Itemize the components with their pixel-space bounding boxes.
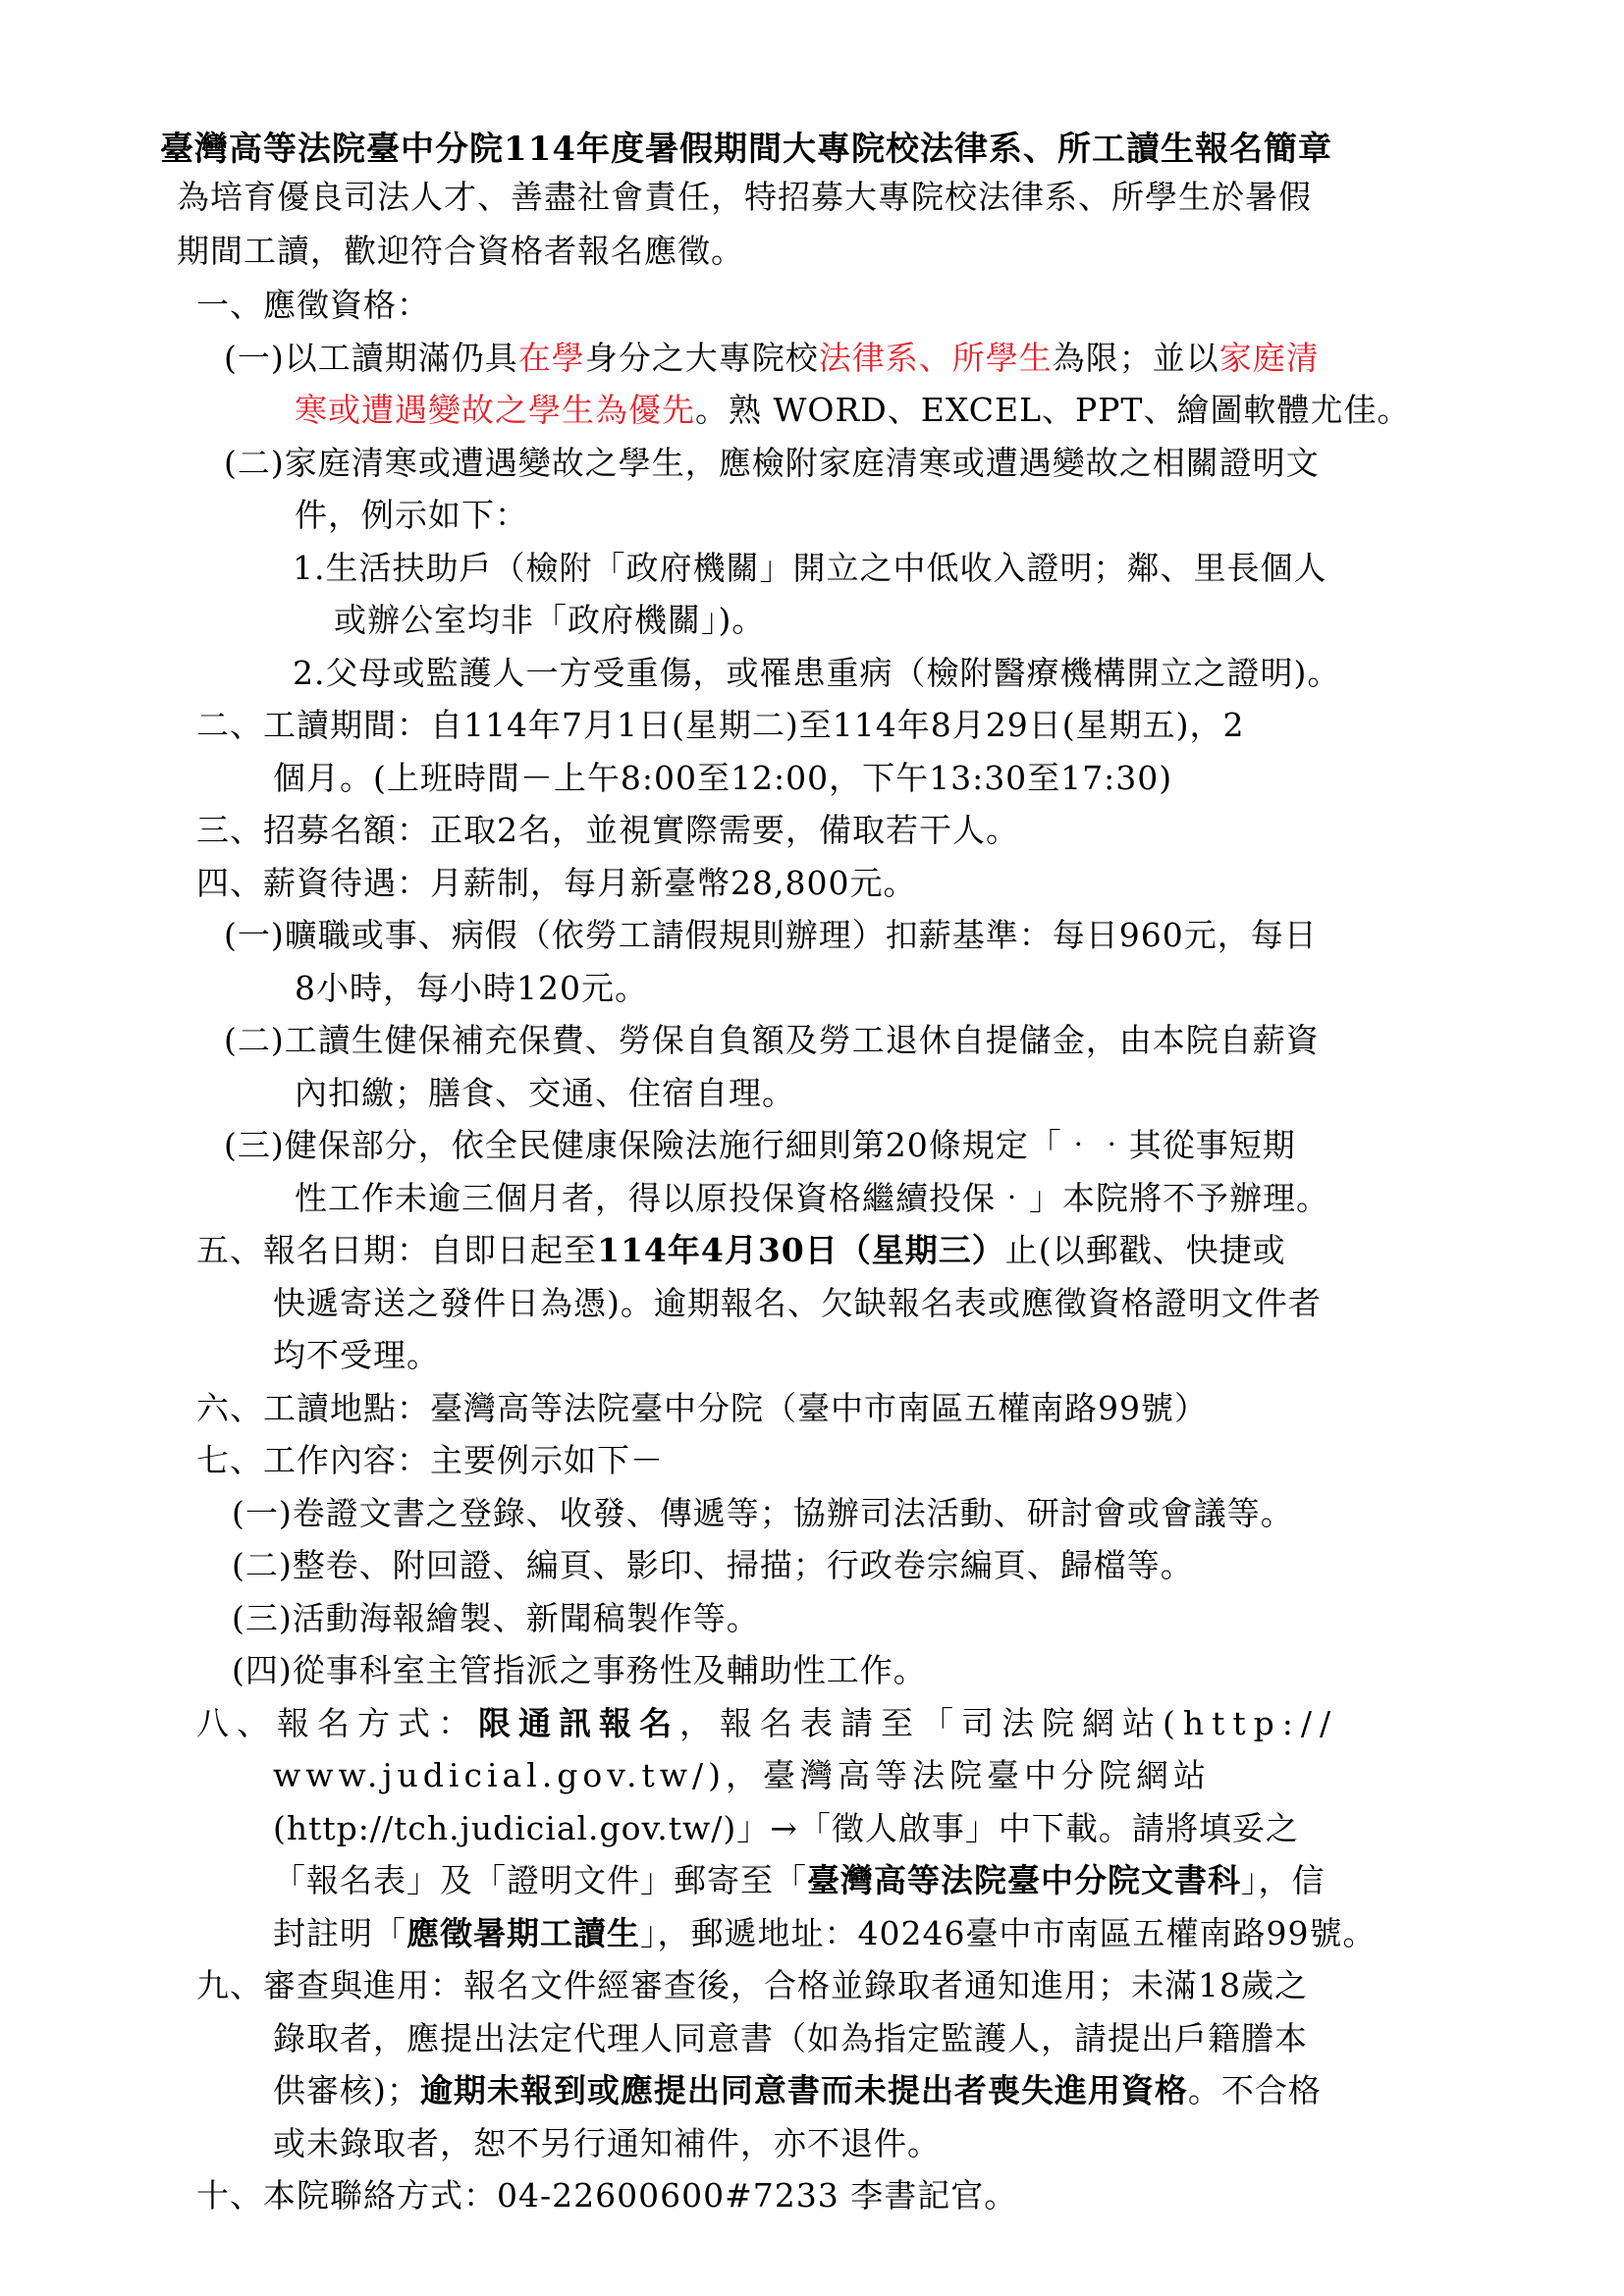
s1-item1-text-d: 。熟 WORD、EXCEL、PPT、繪圖軟體尤佳。 [695, 391, 1411, 429]
s9-forfeit-warning: 逾期未報到或應提出同意書而未提出者喪失進用資格 [419, 2071, 1188, 2109]
s1-item1-red-priority-a: 家庭清 [1218, 339, 1320, 377]
section-1-item-1-line-2 [295, 391, 1410, 430]
section-1-item-2-line-2: 件，例示如下： [295, 496, 528, 534]
s8-l5-text-a: 封註明「 [273, 1914, 406, 1952]
section-1-sub-2: 2.父母或監護人一方受重傷，或罹患重病（檢附醫療機構開立之證明)。 [293, 654, 1341, 692]
s9-text-b: 。不合格 [1187, 2071, 1322, 2109]
s8-mail-only: 限通訊報名 [478, 1704, 679, 1742]
section-6: 六、工讀地點：臺灣高等法院臺中分院（臺中市南區五權南路99號） [196, 1389, 1208, 1427]
section-9-line-1: 九、審查與進用：報名文件經審查後，合格並錄取者通知進用；未滿18歲之 [196, 1966, 1308, 2004]
s1-item1-text-a: (一)以工讀期滿仍具 [224, 339, 518, 377]
s1-item1-red-law-students: 法律系、所學生 [818, 339, 1053, 377]
section-4-item-2-line-2: 內扣繳；膳食、交通、住宿自理。 [295, 1074, 795, 1112]
section-10-contact: 十、本院聯絡方式：04-22600600#7233 李書記官。 [196, 2176, 1018, 2215]
section-8-line-3: (http://tch.judicial.gov.tw/)」→「徵人啟事」中下載。請將填妥之 [273, 1809, 1299, 1847]
section-9-line-3 [273, 2071, 1322, 2110]
section-5-line-2: 快遞寄送之發件日為憑)。逾期報名、欠缺報名表或應徵資格證明文件者 [273, 1284, 1322, 1322]
intro-line-2: 期間工讀，歡迎符合資格者報名應徵。 [177, 232, 744, 270]
section-4-item-3-line-1: (三)健保部分，依全民健康保險法施行細則第20條規定「‧‧其從事短期 [224, 1126, 1296, 1164]
section-9-line-2: 錄取者，應提出法定代理人同意書（如為指定監護人，請提出戶籍謄本 [273, 2019, 1308, 2057]
s1-item1-red-in-school: 在學 [517, 339, 585, 377]
section-1-heading: 一、應徵資格： [196, 286, 430, 324]
section-1-item-1-line-1 [224, 339, 1320, 378]
s5-text-b: 止(以郵戳、快捷或 [1004, 1231, 1286, 1269]
section-8-line-5 [273, 1914, 1376, 1953]
section-4-heading: 四、薪資待遇：月薪制，每月新臺幣28,800元。 [196, 864, 917, 902]
section-5-line-1 [196, 1231, 1286, 1270]
section-2-line-1: 二、工讀期間：自114年7月1日(星期二)至114年8月29日(星期五)，2 [196, 706, 1245, 744]
s8-text-a: 八、報名方式： [196, 1704, 478, 1742]
s1-item1-text-c: 為限；並以 [1052, 339, 1219, 377]
intro-line-1: 為培育優良司法人才、善盡社會責任，特招募大專院校法律系、所學生於暑假 [177, 178, 1312, 216]
section-1-item-2-line-1: (二)家庭清寒或遭遇變故之學生，應檢附家庭清寒或遭遇變故之相關證明文 [224, 444, 1320, 482]
s5-deadline: 114年4月30日（星期三） [597, 1231, 1005, 1269]
section-8-line-4 [273, 1861, 1326, 1900]
section-4-item-3-line-2: 性工作未逾三個月者，得以原投保資格繼續投保‧」本院將不予辦理。 [295, 1179, 1329, 1217]
s8-l4-text-b: 」，信 [1241, 1861, 1326, 1899]
document-title: 臺灣高等法院臺中分院114年度暑假期間大專院校法律系、所工讀生報名簡章 [160, 130, 1332, 169]
section-8-line-1 [196, 1704, 1338, 1743]
s1-item1-text-b: 身分之大專院校 [584, 339, 819, 377]
s8-recipient: 臺灣高等法院臺中分院文書科 [807, 1861, 1241, 1899]
section-4-item-1-line-2: 8小時，每小時120元。 [295, 969, 648, 1007]
section-7-item-3: (三)活動海報繪製、新聞稿製作等。 [232, 1599, 760, 1637]
s8-text-b: ，報名表請至「司法院網站(http:// [679, 1704, 1339, 1742]
section-2-line-2: 個月。(上班時間－上午8:00至12:00，下午13:30至17:30) [273, 759, 1173, 797]
s1-item1-red-priority-b: 寒或遭遇變故之學生為優先 [295, 391, 695, 429]
section-7-heading: 七、工作內容：主要例示如下－ [196, 1441, 664, 1479]
section-8-line-2: www.judicial.gov.tw/)，臺灣高等法院臺中分院網站 [273, 1756, 1211, 1794]
s9-text-a: 供審核)； [273, 2071, 420, 2109]
section-7-item-2: (二)整卷、附回證、編頁、影印、掃描；行政卷宗編頁、歸檔等。 [232, 1546, 1194, 1584]
s8-envelope-note: 應徵暑期工讀生 [406, 1914, 640, 1952]
section-4-item-2-line-1: (二)工讀生健保補充保費、勞保自負額及勞工退休自提儲金，由本院自薪資 [224, 1021, 1320, 1059]
section-1-sub-1-line-2: 或辦公室均非「政府機關」)。 [334, 601, 766, 639]
section-7-item-4: (四)從事科室主管指派之事務性及輔助性工作。 [232, 1651, 927, 1689]
s8-l4-text-a: 「報名表」及「證明文件」郵寄至「 [273, 1861, 807, 1899]
section-4-item-1-line-1: (一)曠職或事、病假（依勞工請假規則辦理）扣薪基準：每日960元，每日 [224, 916, 1318, 954]
s5-text-a: 五、報名日期：自即日起至 [196, 1231, 597, 1269]
s8-l5-text-b: 」，郵遞地址：40246臺中市南區五權南路99號。 [640, 1914, 1377, 1952]
section-5-line-3: 均不受理。 [273, 1336, 440, 1374]
section-3: 三、招募名額：正取2名，並視實際需要，備取若干人。 [196, 811, 1019, 849]
section-1-sub-1-line-1: 1.生活扶助戶（檢附「政府機關」開立之中低收入證明；鄰、里長個人 [293, 549, 1327, 587]
section-9-line-4: 或未錄取者，恕不另行通知補件，亦不退件。 [273, 2124, 941, 2163]
section-7-item-1: (一)卷證文書之登錄、收發、傳遞等；協辦司法活動、研討會或會議等。 [232, 1494, 1294, 1532]
